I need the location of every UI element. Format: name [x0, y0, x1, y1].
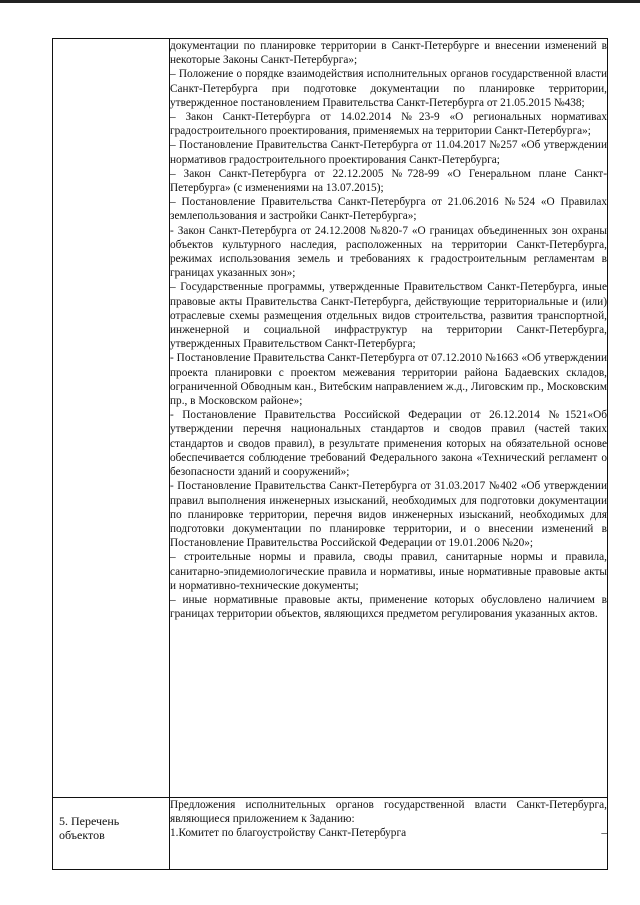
empty-label-cell: [53, 39, 170, 798]
objects-item-text: 1.Комитет по благоустройству Санкт-Петербурга: [170, 827, 407, 840]
top-rule: [0, 0, 640, 3]
regulation-paragraph: – строительные нормы и правила, своды правил, санитарные нормы и правила, санитарно-эпидемиологические правила и нормативы, иные нормативные правовые акты и нормативно-технические документы;: [170, 551, 607, 592]
regulations-cell: [170, 39, 608, 798]
regulation-paragraph: – иные нормативные правовые акты, применение которых обусловлено наличием в границах территории объектов, являющихся предметом регулирования указанных актов.: [170, 593, 607, 621]
objects-item: [170, 826, 607, 840]
regulation-paragraph: - Постановление Правительства Санкт-Петербурга от 31.03.2017 №402 «Об утверждении правил выполнения инженерных изысканий, необходимых для подготовки документации по планировке территории, перечня видов инженерных изысканий, необходимых для подготовки документации по планировке территории, и о внесении изменений в Постановление Правительства Российской Федерации от 19.01.2006 №20»;: [170, 480, 607, 550]
objects-cell: [170, 798, 608, 870]
regulation-paragraph: – Закон Санкт-Петербурга от 14.02.2014 №23-9 «О региональных нормативах градостроительного проектирования, применяемых на территории Санкт-Петербурга»;: [170, 111, 607, 138]
objects-item-dash: –: [601, 827, 607, 840]
regulation-paragraph: – Постановление Правительства Санкт-Петербурга от 21.06.2016 №524 «О Правилах землепользования и застройки Санкт-Петербурга»;: [170, 196, 607, 223]
table-row: [53, 39, 608, 798]
objects-paragraph: Предложения исполнительных органов государственной власти Санкт-Петербурга, являющиеся приложением к Заданию:: [170, 799, 607, 826]
section-label: 5. Перечень объектов: [53, 798, 170, 870]
regulation-paragraph: – Закон Санкт-Петербурга от 22.12.2005 №728-99 «О Генеральном плане Санкт-Петербурга» (с изменениями на 13.07.2015);: [170, 167, 607, 195]
requirements-table: [52, 38, 608, 870]
regulation-paragraph: - Закон Санкт-Петербурга от 24.12.2008 №820-7 «О границах объединенных зон охраны объектов культурного наследия, расположенных на территории Санкт-Петербурга, режимах использования земель и требованиях к градостроительным регламентам в границах указанных зон»;: [170, 224, 607, 280]
table-row: [53, 798, 608, 870]
regulation-paragraph: документации по планировке территории в Санкт-Петербурге и внесении изменений в некоторые Законы Санкт-Петербурга»;: [170, 40, 607, 67]
regulation-paragraph: – Государственные программы, утвержденные Правительством Санкт-Петербурга, иные правовые акты Правительства Санкт-Петербурга, действующие территориальные и (или) отраслевые схемы размещения отдельных видов строительства, развития транспортной, инженерной и социальной инфраструктур на территории Санкт-Петербурга, утвержденных Правительством Санкт-Петербурга;: [170, 281, 607, 351]
regulation-paragraph: – Положение о порядке взаимодействия исполнительных органов государственной власти Санкт-Петербурга при подготовке документации по планировке территории, утвержденное постановлением Правительства Санкт-Петербурга от 21.05.2015 №438;: [170, 68, 607, 109]
regulation-paragraph: - Постановление Правительства Российской Федерации от 26.12.2014 №1521«Об утверждении перечня национальных стандартов и сводов правил (частей таких стандартов и сводов правил), в результате применения которых на обязательной основе обеспечивается соблюдение требований Федерального закона «Технический регламент о безопасности зданий и сооружений»;: [170, 409, 607, 479]
regulation-paragraph: – Постановление Правительства Санкт-Петербурга от 11.04.2017 №257 «Об утверждении нормативов градостроительного проектирования Санкт-Петербурга;: [170, 139, 607, 166]
regulation-paragraph: - Постановление Правительства Санкт-Петербурга от 07.12.2010 №1663 «Об утверждении проекта планировки с проектом межевания территории района Бадаевских складов, ограниченной Обводным кан., Витебским направлением ж.д., Лиговским пр., Московским пр., в Московском районе»;: [170, 352, 607, 408]
